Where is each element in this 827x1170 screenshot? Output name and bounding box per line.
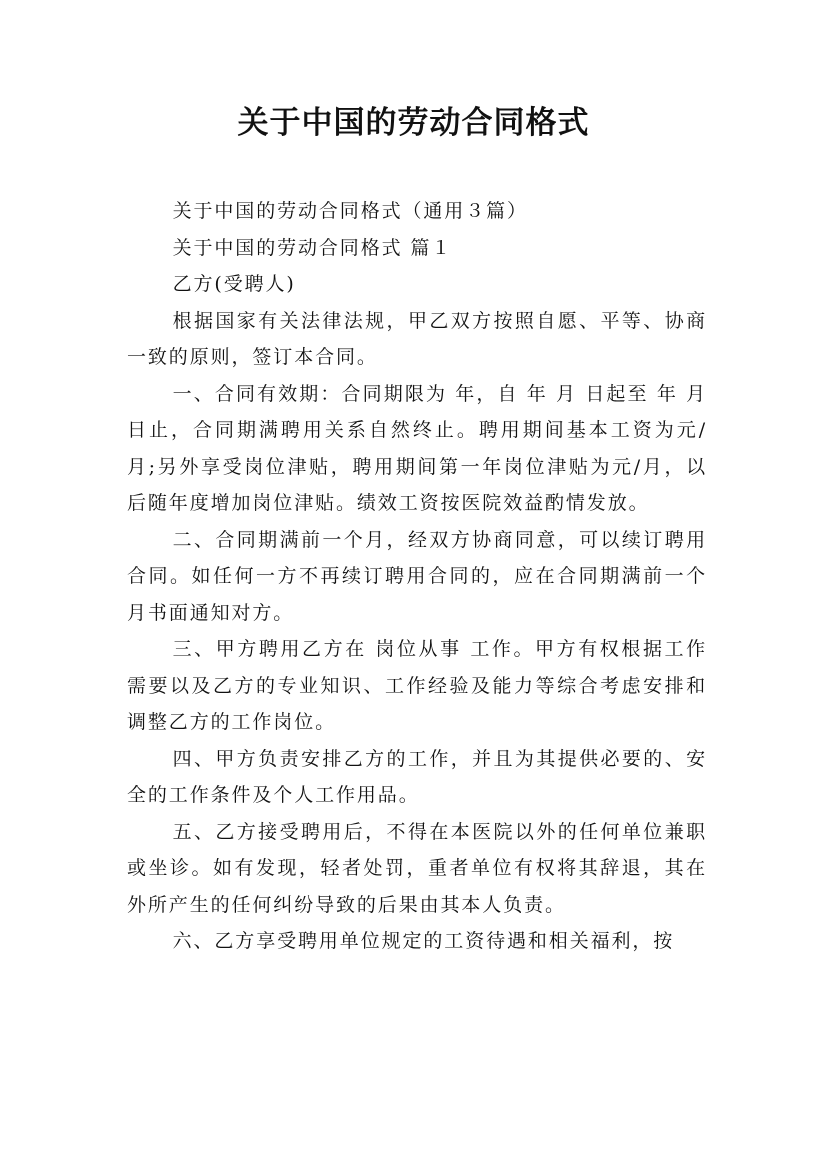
document-body (127, 193, 707, 960)
paragraph-part-heading: 关于中国的劳动合同格式 篇１ (172, 236, 453, 259)
paragraph-series-title: 关于中国的劳动合同格式（通用３篇） (172, 200, 528, 222)
clause-6: 六、乙方享受聘用单位规定的工资待遇和相关福利，按 (172, 930, 675, 952)
paragraph-preamble: 根据国家有关法律法规，甲乙双方按照自愿、平等、协商一致的原则，签订本合同。 (127, 309, 707, 368)
paragraph-party-b: 乙方(受聘人) (172, 273, 296, 295)
clause-5: 五、乙方接受聘用后，不得在本医院以外的任何单位兼职或坐诊。如有发现，轻者处罚，重者单位有权将其辞退，其在外所产生的任何纠纷导致的后果由其本人负责。 (127, 820, 707, 916)
clause-1: 一、合同有效期：合同期限为 年，自 年 月 日起至 年 月 日止，合同期满聘用关系自然终止。聘用期间基本工资为元/月;另外享受岗位津贴，聘用期间第一年岗位津贴为元/月，以后随年度增加岗位津贴。绩效工资按医院效益酌情发放。 (127, 382, 707, 514)
clause-4: 四、甲方负责安排乙方的工作，并且为其提供必要的、安全的工作条件及个人工作用品。 (127, 747, 707, 806)
document-title: 关于中国的劳动合同格式 (237, 105, 590, 141)
clause-2: 二、合同期满前一个月，经双方协商同意，可以续订聘用合同。如任何一方不再续订聘用合同的，应在合同期满前一个月书面通知对方。 (127, 528, 707, 624)
clause-3: 三、甲方聘用乙方在 岗位从事 工作。甲方有权根据工作需要以及乙方的专业知识、工作经验及能力等综合考虑安排和调整乙方的工作岗位。 (127, 638, 707, 733)
